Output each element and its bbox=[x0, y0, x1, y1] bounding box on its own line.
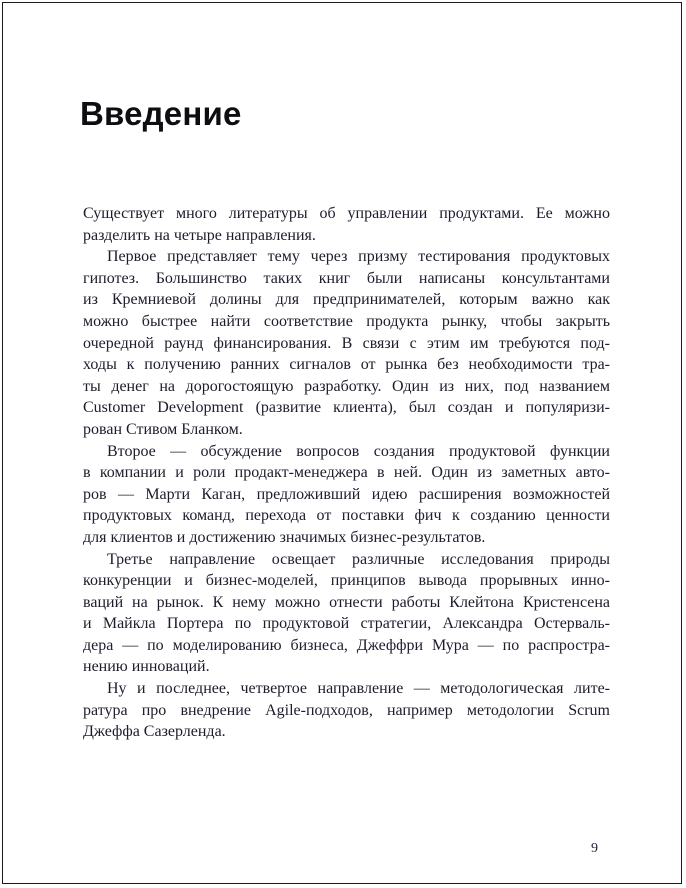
text-line: для клиентов и достижению значимых бизнес-результатов. bbox=[83, 528, 486, 546]
text-line: продуктовых команд, перехода от поставки фич к созданию ценности bbox=[83, 507, 610, 525]
page-title: Введение bbox=[80, 95, 242, 133]
text-line: Второе — обсуждение вопросов создания продуктовой функции bbox=[107, 442, 610, 460]
text-line: рован Стивом Бланком. bbox=[83, 420, 243, 438]
text-line: ходы к получению ранних сигналов от рынка без необходимости тра- bbox=[83, 356, 610, 374]
text-line: можно быстрее найти соответствие продукта рынку, чтобы закрыть bbox=[83, 312, 610, 330]
text-line: нению инноваций. bbox=[83, 658, 210, 676]
text-line: Первое представляет тему через призму тестирования продуктовых bbox=[107, 248, 610, 266]
text-line: Ну и последнее, четвертое направление — методологическая лите- bbox=[107, 680, 610, 698]
text-line: в компании и роли продакт-менеджера в ней. Один из заметных авто- bbox=[83, 464, 610, 482]
text-line: ваций на рынок. К нему можно отнести работы Клейтона Кристенсена bbox=[83, 593, 610, 611]
page-number: 9 bbox=[591, 841, 598, 856]
text-line: гипотез. Большинство таких книг были написаны консультантами bbox=[83, 269, 610, 287]
text-line: конкуренции и бизнес-моделей, принципов вывода прорывных инно- bbox=[83, 572, 610, 590]
text-line: разделить на четыре направления. bbox=[83, 226, 316, 244]
text-line: Третье направление освещает различные исследования природы bbox=[107, 550, 610, 568]
text-line: из Кремниевой долины для предпринимателей, которым важно как bbox=[83, 291, 610, 309]
text-line: Customer Development (развитие клиента), был создан и популяризи- bbox=[83, 399, 610, 417]
text-line: Существует много литературы об управлении продуктами. Ее можно bbox=[83, 205, 610, 222]
body-text bbox=[83, 203, 610, 743]
text-line: ратура про внедрение Agile-подходов, например методологии Scrum bbox=[83, 701, 610, 719]
text-line: очередной раунд финансирования. В связи с этим им требуются под- bbox=[83, 334, 610, 352]
text-line: Джеффа Сазерленда. bbox=[83, 723, 226, 741]
page-sheet bbox=[2, 2, 682, 884]
text-line: ров — Марти Каган, предложивший идею расширения возможностей bbox=[83, 485, 610, 503]
text-line: и Майкла Портера по продуктовой стратегии, Александра Остерваль- bbox=[83, 615, 610, 633]
text-line: дера — по моделированию бизнеса, Джеффри Мура — по распростра- bbox=[83, 636, 610, 654]
text-line: ты денег на дорогостоящую разработку. Один из них, под названием bbox=[83, 377, 610, 395]
